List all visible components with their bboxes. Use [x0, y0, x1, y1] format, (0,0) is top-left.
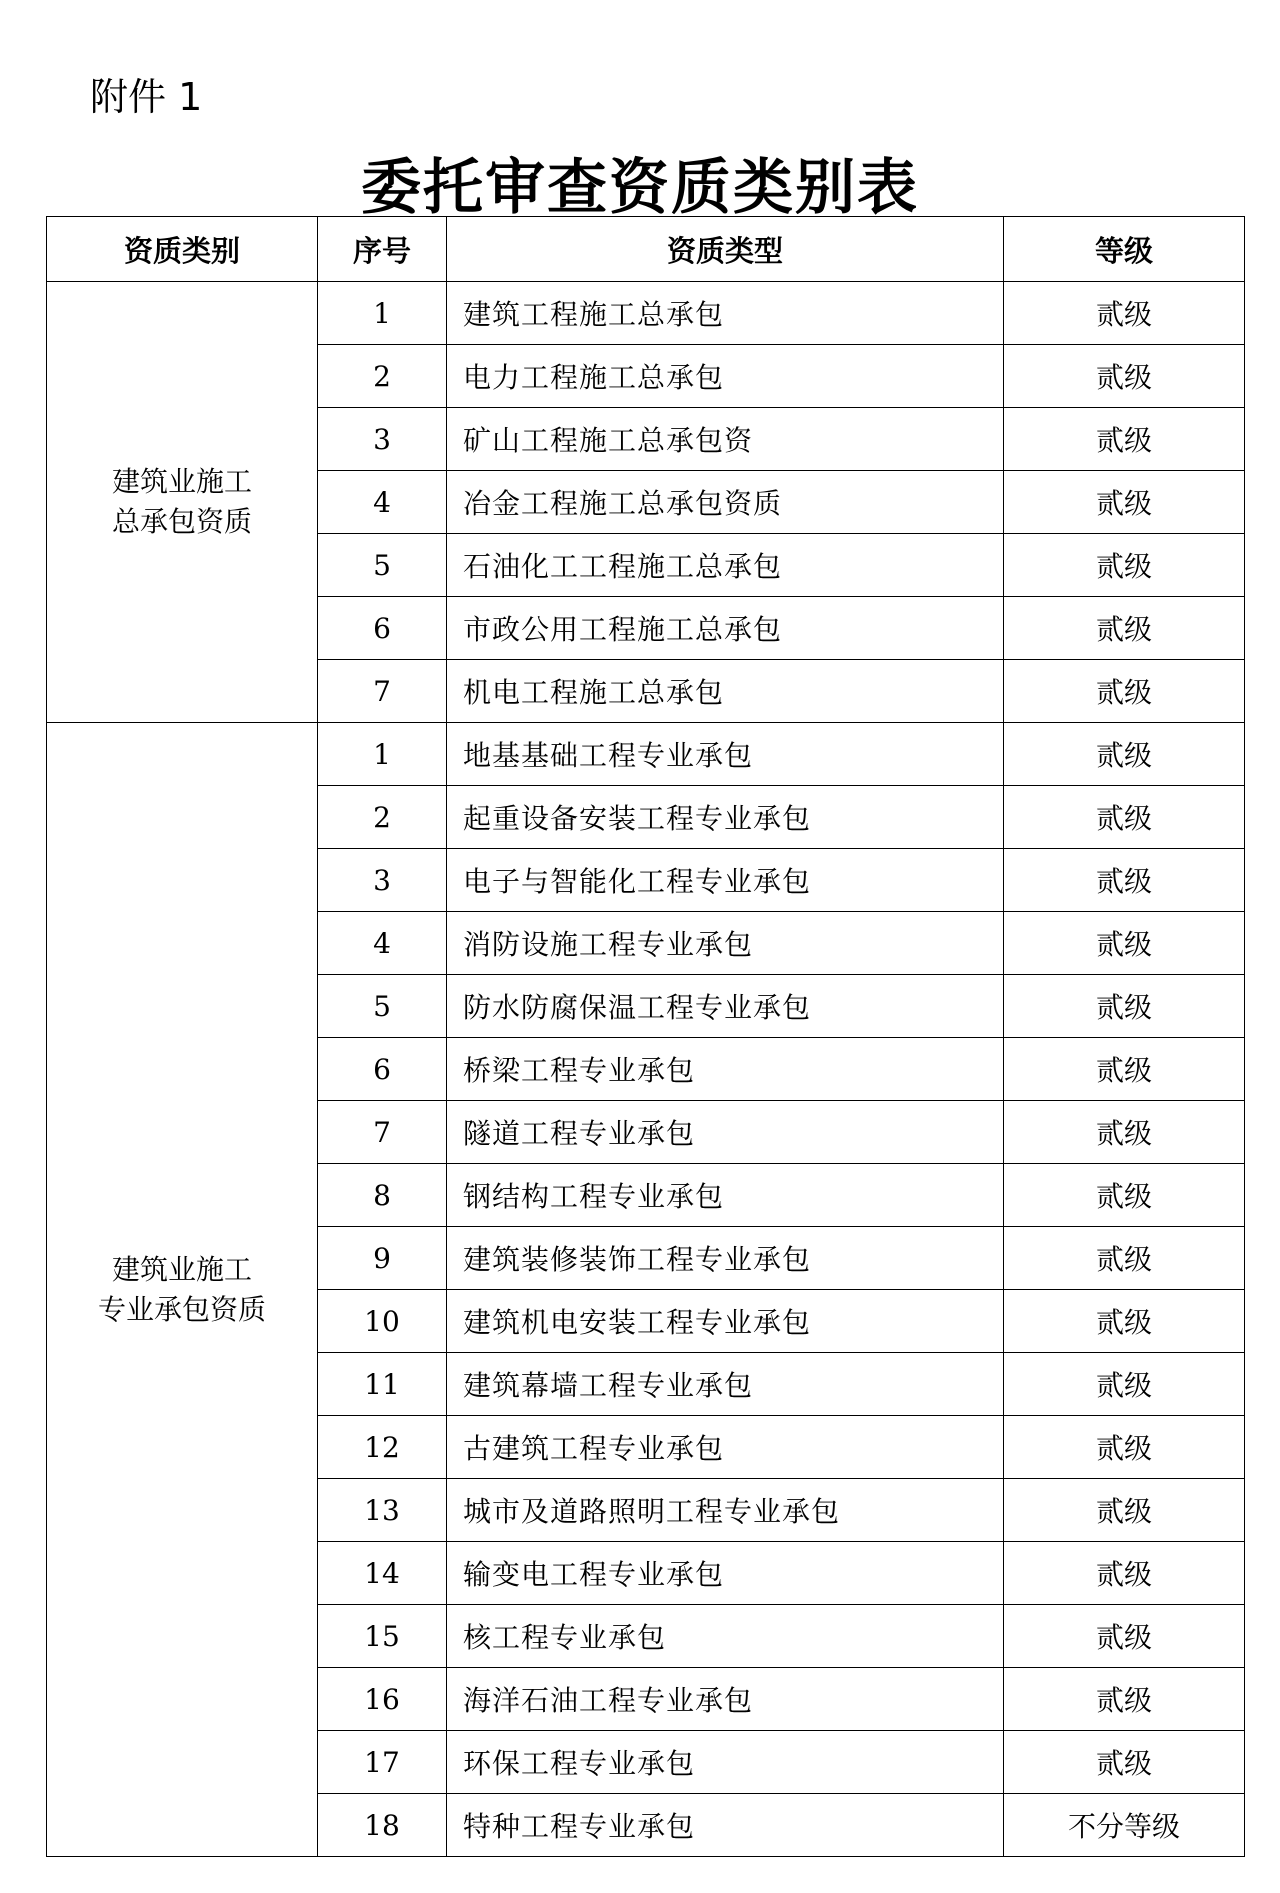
qualification-type: 起重设备安装工程专业承包 [447, 786, 1004, 849]
qualification-grade: 贰级 [1004, 408, 1245, 471]
qualification-type: 海洋石油工程专业承包 [447, 1668, 1004, 1731]
row-number: 3 [318, 849, 447, 912]
qualification-type: 冶金工程施工总承包资质 [447, 471, 1004, 534]
qualification-type: 防水防腐保温工程专业承包 [447, 975, 1004, 1038]
qualification-type: 建筑幕墙工程专业承包 [447, 1353, 1004, 1416]
qualification-table [46, 216, 1245, 1857]
page-title: 委托审查资质类别表 [361, 153, 919, 223]
qualification-grade: 贰级 [1004, 1416, 1245, 1479]
qualification-type: 消防设施工程专业承包 [447, 912, 1004, 975]
qualification-grade: 贰级 [1004, 1164, 1245, 1227]
attachment-label: 附件 1 [90, 75, 203, 119]
qualification-grade: 贰级 [1004, 1605, 1245, 1668]
column-header-category: 资质类别 [47, 217, 318, 282]
qualification-grade: 贰级 [1004, 849, 1245, 912]
qualification-type: 机电工程施工总承包 [447, 660, 1004, 723]
qualification-type: 石油化工工程施工总承包 [447, 534, 1004, 597]
row-number: 7 [318, 660, 447, 723]
column-header-type: 资质类型 [447, 217, 1004, 282]
qualification-type: 建筑机电安装工程专业承包 [447, 1290, 1004, 1353]
qualification-grade: 贰级 [1004, 1668, 1245, 1731]
qualification-grade: 贰级 [1004, 1731, 1245, 1794]
row-number: 14 [318, 1542, 447, 1605]
qualification-grade: 贰级 [1004, 1038, 1245, 1101]
row-number: 7 [318, 1101, 447, 1164]
row-number: 11 [318, 1353, 447, 1416]
qualification-grade: 贰级 [1004, 912, 1245, 975]
qualification-type: 特种工程专业承包 [447, 1794, 1004, 1857]
qualification-grade: 贰级 [1004, 660, 1245, 723]
table-row [47, 723, 1245, 786]
row-number: 8 [318, 1164, 447, 1227]
qualification-grade: 贰级 [1004, 1290, 1245, 1353]
table-row [47, 282, 1245, 345]
column-header-grade: 等级 [1004, 217, 1245, 282]
qualification-grade: 贰级 [1004, 1101, 1245, 1164]
row-number: 1 [318, 723, 447, 786]
qualification-type: 建筑工程施工总承包 [447, 282, 1004, 345]
qualification-grade: 贰级 [1004, 534, 1245, 597]
qualification-type: 市政公用工程施工总承包 [447, 597, 1004, 660]
category-label-line2: 总承包资质 [111, 505, 252, 538]
qualification-type: 电子与智能化工程专业承包 [447, 849, 1004, 912]
row-number: 4 [318, 471, 447, 534]
row-number: 18 [318, 1794, 447, 1857]
row-number: 1 [318, 282, 447, 345]
row-number: 17 [318, 1731, 447, 1794]
table-header-row [47, 217, 1245, 282]
row-number: 4 [318, 912, 447, 975]
row-number: 16 [318, 1668, 447, 1731]
qualification-grade: 贰级 [1004, 597, 1245, 660]
qualification-grade: 贰级 [1004, 345, 1245, 408]
qualification-type: 输变电工程专业承包 [447, 1542, 1004, 1605]
qualification-grade: 不分等级 [1004, 1794, 1245, 1857]
row-number: 10 [318, 1290, 447, 1353]
row-number: 6 [318, 1038, 447, 1101]
row-number: 2 [318, 345, 447, 408]
qualification-grade: 贰级 [1004, 1479, 1245, 1542]
qualification-grade: 贰级 [1004, 471, 1245, 534]
qualification-grade: 贰级 [1004, 975, 1245, 1038]
qualification-grade: 贰级 [1004, 1227, 1245, 1290]
row-number: 15 [318, 1605, 447, 1668]
qualification-type: 核工程专业承包 [447, 1605, 1004, 1668]
row-number: 3 [318, 408, 447, 471]
qualification-type: 古建筑工程专业承包 [447, 1416, 1004, 1479]
row-number: 5 [318, 975, 447, 1038]
row-number: 5 [318, 534, 447, 597]
row-number: 13 [318, 1479, 447, 1542]
category-label-line1: 建筑业施工 [111, 1252, 252, 1286]
qualification-type: 隧道工程专业承包 [447, 1101, 1004, 1164]
category-label-line1: 建筑业施工 [111, 465, 252, 498]
qualification-grade: 贰级 [1004, 723, 1245, 786]
qualification-grade: 贰级 [1004, 1542, 1245, 1605]
category-cell [47, 282, 318, 723]
qualification-grade: 贰级 [1004, 282, 1245, 345]
qualification-type: 钢结构工程专业承包 [447, 1164, 1004, 1227]
qualification-type: 地基基础工程专业承包 [447, 723, 1004, 786]
qualification-grade: 贰级 [1004, 786, 1245, 849]
qualification-type: 城市及道路照明工程专业承包 [447, 1479, 1004, 1542]
column-header-number: 序号 [318, 217, 447, 282]
category-label-line2: 专业承包资质 [97, 1292, 266, 1326]
table-body [47, 282, 1245, 1857]
row-number: 2 [318, 786, 447, 849]
qualification-grade: 贰级 [1004, 1353, 1245, 1416]
qualification-type: 桥梁工程专业承包 [447, 1038, 1004, 1101]
qualification-type: 建筑装修装饰工程专业承包 [447, 1227, 1004, 1290]
row-number: 6 [318, 597, 447, 660]
qualification-type: 电力工程施工总承包 [447, 345, 1004, 408]
row-number: 12 [318, 1416, 447, 1479]
qualification-type: 矿山工程施工总承包资 [447, 408, 1004, 471]
row-number: 9 [318, 1227, 447, 1290]
category-cell [47, 723, 318, 1857]
qualification-type: 环保工程专业承包 [447, 1731, 1004, 1794]
